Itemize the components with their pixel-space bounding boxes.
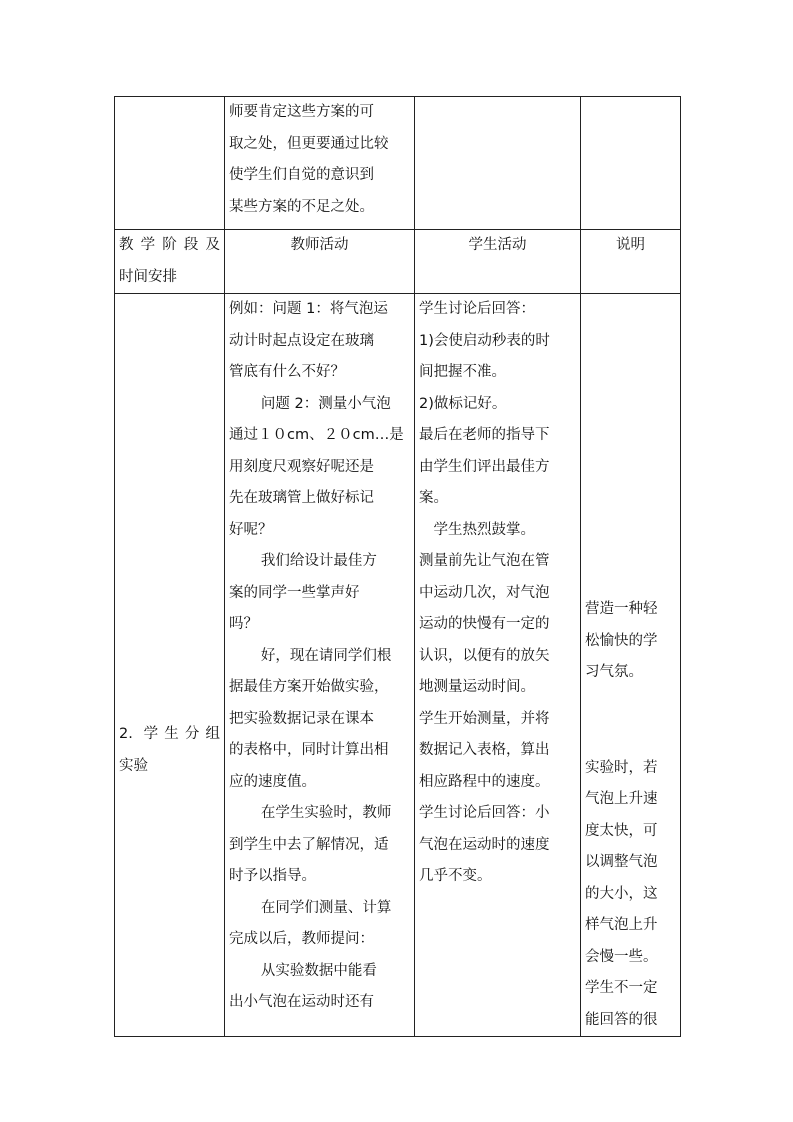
- text-line: 使学生们自觉的意识到: [229, 167, 374, 183]
- text-line: 问题 2：测量小气泡: [260, 395, 391, 412]
- text-line: 某些方案的不足之处。: [229, 198, 374, 215]
- text-line: 习气氛。: [585, 664, 643, 680]
- header-teacher-activity: [225, 230, 415, 294]
- text-line: 间把握不准。: [419, 364, 506, 380]
- text-line: 用刻度尺观察好呢还是: [229, 458, 374, 475]
- stage-line: 2. 学生分组: [119, 726, 220, 742]
- header-stage-line: 时间安排: [119, 268, 177, 285]
- text-line: 案的同学一些掌声好: [229, 584, 360, 601]
- text-line: 数据记入表格，算出: [419, 742, 550, 758]
- text-line: 1)会使启动秒表的时: [419, 332, 550, 349]
- text-line: 据最佳方案开始做实验，: [229, 679, 389, 695]
- header-stage: [115, 230, 225, 294]
- text-line: 在学生实验时，教师: [260, 805, 392, 821]
- text-line: 在同学们测量、计算: [260, 899, 392, 916]
- table-row: [115, 294, 681, 1037]
- text-line: 完成以后，教师提问：: [229, 931, 374, 947]
- teacher-activity-cell: [225, 294, 415, 1037]
- student-activity-cell: [415, 294, 581, 1037]
- text-line: 学生讨论后回答：: [419, 301, 535, 317]
- stage-line: 实验: [119, 757, 148, 774]
- text-line: 学生热烈鼓掌。: [433, 521, 535, 538]
- text-line: 认识，以便有的放矢: [419, 647, 550, 664]
- note-cell: [581, 294, 681, 1037]
- text-line: 时予以指导。: [229, 868, 316, 884]
- student-activity-cell-empty: [415, 97, 581, 230]
- header-student-activity: [415, 230, 581, 294]
- text-line: 动计时起点设定在玻璃: [229, 332, 374, 349]
- text-line: 我们给设计最佳方: [260, 553, 377, 569]
- text-line: 气泡在运动时的速度: [419, 836, 550, 853]
- text-line: 案。: [419, 490, 448, 506]
- text-line: 到学生中去了解情况，适: [229, 836, 389, 853]
- text-line: 例如：问题 1：将气泡运: [229, 301, 388, 317]
- text-line: 中运动几次，对气泡: [419, 584, 550, 601]
- text-line: 管底有什么不好？: [229, 364, 345, 380]
- text-line: 能回答的很: [585, 1011, 658, 1028]
- text-line: 相应路程中的速度。: [419, 773, 550, 790]
- text-line: 好呢？: [229, 521, 273, 538]
- text-line: 实验时，若: [585, 759, 658, 776]
- text-line: 以调整气泡: [585, 854, 658, 870]
- lesson-plan-table: [114, 96, 681, 1037]
- text-line: 的表格中，同时计算出相: [229, 742, 389, 758]
- text-line: 师要肯定这些方案的可: [229, 104, 374, 120]
- text-line: 先在玻璃管上做好标记: [229, 490, 374, 506]
- header-label: 学生活动: [468, 237, 527, 253]
- text-line: 松愉快的学: [585, 632, 658, 649]
- text-line: 学生讨论后回答：小: [419, 805, 550, 821]
- text-line: 营造一种轻: [585, 601, 658, 617]
- text-line: 样气泡上升: [585, 917, 658, 933]
- text-line: 学生开始测量，并将: [419, 710, 550, 727]
- header-stage-line: 教学阶段及: [119, 237, 220, 253]
- text-line: 取之处，但更要通过比较: [229, 135, 389, 152]
- text-line: 的大小，这: [585, 885, 658, 902]
- note-cell-empty: [581, 97, 681, 230]
- text-line: 通过１０cm、２０cm…是: [229, 427, 404, 443]
- header-label: 说明: [616, 237, 645, 253]
- text-line: 会慢一些。: [585, 948, 658, 965]
- text-line: 度太快，可: [585, 822, 658, 839]
- text-line: 把实验数据记录在课本: [229, 710, 374, 727]
- text-line: 好，现在请同学们根: [260, 647, 392, 664]
- text-line: 从实验数据中能看: [260, 962, 377, 979]
- text-line: 由学生们评出最佳方: [419, 458, 550, 475]
- text-line: 应的速度值。: [229, 773, 316, 790]
- table-row: [115, 97, 681, 230]
- text-line: 测量前先让气泡在管: [419, 553, 550, 569]
- teacher-activity-cell: [225, 97, 415, 230]
- table-header-row: [115, 230, 681, 294]
- text-line: 地测量运动时间。: [419, 679, 535, 695]
- stage-cell-empty: [115, 97, 225, 230]
- text-line: 2)做标记好。: [419, 395, 507, 412]
- text-line: 运动的快慢有一定的: [419, 616, 550, 632]
- text-line: 吗？: [229, 616, 258, 632]
- header-note: [581, 230, 681, 294]
- text-line: 出小气泡在运动时还有: [229, 994, 374, 1010]
- text-line: 学生不一定: [585, 980, 658, 996]
- text-line: 气泡上升速: [585, 791, 658, 807]
- text-line: 几乎不变。: [419, 868, 492, 884]
- header-label: 教师活动: [290, 237, 349, 253]
- stage-cell: [115, 294, 225, 1037]
- text-line: 最后在老师的指导下: [419, 427, 550, 443]
